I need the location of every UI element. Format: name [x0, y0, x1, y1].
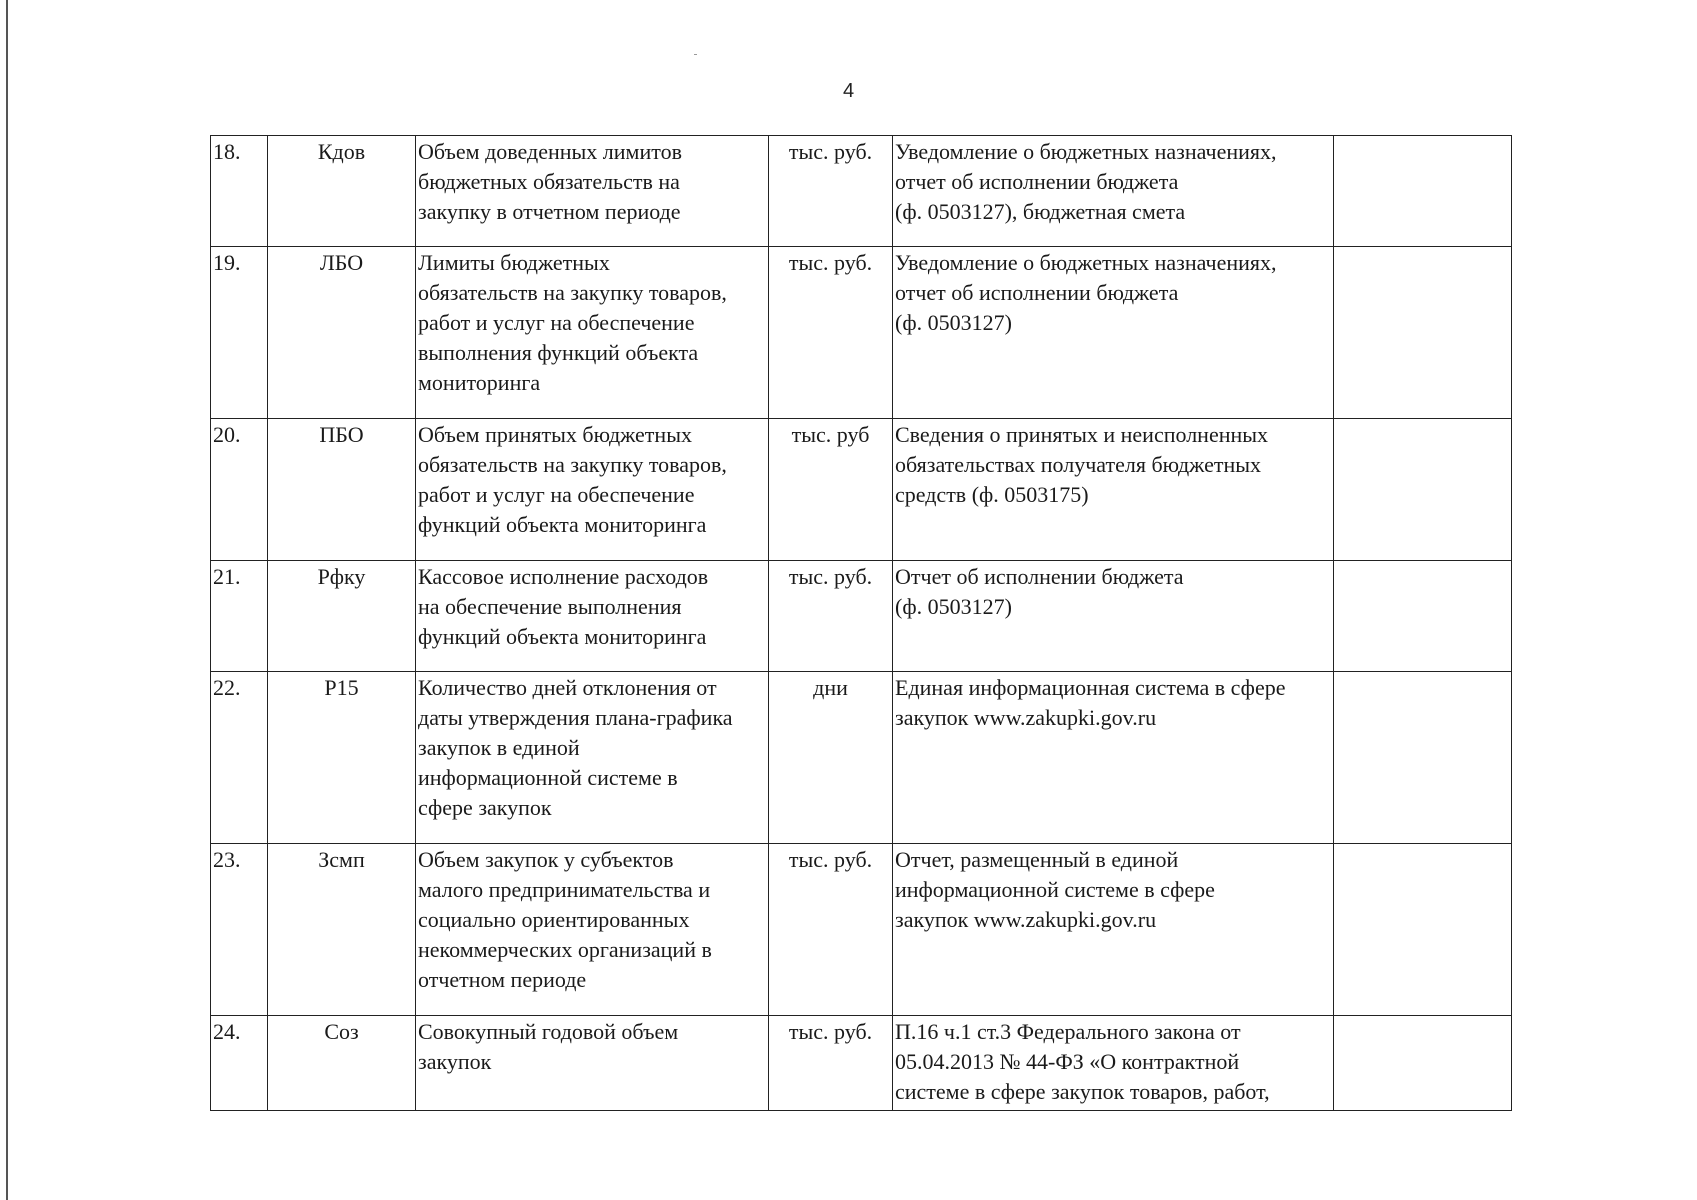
data-source-cell [893, 561, 1334, 672]
data-source-cell [893, 844, 1334, 1016]
indicator-code-cell: Кдов [268, 136, 416, 247]
description-text: Количество дней отклонения от даты утверждения плана-графика закупок в единой информационной системе в сфере закупок [418, 675, 733, 820]
indicator-description-cell [416, 136, 769, 247]
source-text: Единая информационная система в сфере закупок www.zakupki.gov.ru [895, 675, 1286, 730]
row-number-cell: 20. [211, 419, 268, 561]
table-row [211, 247, 1512, 419]
table-row [211, 1016, 1512, 1111]
data-source-cell [893, 1016, 1334, 1111]
description-text: Совокупный годовой объем закупок [418, 1019, 679, 1074]
indicator-description-cell [416, 844, 769, 1016]
table-row [211, 672, 1512, 844]
unit-cell: тыс. руб. [769, 561, 893, 672]
data-source-cell [893, 136, 1334, 247]
empty-cell [1334, 561, 1512, 672]
indicator-code-cell: Рфку [268, 561, 416, 672]
description-text: Объем принятых бюджетных обязательств на закупку товаров, работ и услуг на обеспечение функций объекта мониторинга [418, 422, 727, 537]
empty-cell [1334, 1016, 1512, 1111]
table-row [211, 844, 1512, 1016]
description-text: Объем доведенных лимитов бюджетных обязательств на закупку в отчетном периоде [418, 139, 682, 224]
empty-cell [1334, 136, 1512, 247]
row-number-cell: 22. [211, 672, 268, 844]
indicator-code-cell: ЛБО [268, 247, 416, 419]
empty-cell [1334, 247, 1512, 419]
row-number-cell: 24. [211, 1016, 268, 1111]
indicator-description-cell [416, 1016, 769, 1111]
source-text: Отчет об исполнении бюджета (ф. 0503127) [895, 564, 1184, 619]
table-row [211, 561, 1512, 672]
data-source-cell [893, 672, 1334, 844]
row-number-cell: 18. [211, 136, 268, 247]
page-number: 4 [842, 80, 855, 102]
indicator-code-cell: Зсмп [268, 844, 416, 1016]
description-text: Кассовое исполнение расходов на обеспечение выполнения функций объекта мониторинга [418, 564, 709, 649]
source-text: Сведения о принятых и неисполненных обязательствах получателя бюджетных средств (ф. 0503175) [895, 422, 1269, 507]
source-text: Отчет, размещенный в единой информационной системе в сфере закупок www.zakupki.gov.ru [895, 847, 1215, 932]
source-text: Уведомление о бюджетных назначениях, отчет об исполнении бюджета (ф. 0503127), бюджетная смета [895, 139, 1277, 224]
unit-cell: тыс. руб. [769, 247, 893, 419]
indicator-description-cell [416, 561, 769, 672]
indicator-description-cell [416, 247, 769, 419]
source-text: П.16 ч.1 ст.3 Федерального закона от 05.04.2013 № 44-ФЗ «О контрактной системе в сфере закупок товаров, работ, [895, 1019, 1270, 1104]
table-row [211, 419, 1512, 561]
empty-cell [1334, 672, 1512, 844]
row-number-cell: 19. [211, 247, 268, 419]
unit-cell: тыс. руб. [769, 1016, 893, 1111]
page-left-edge-rule [6, 0, 8, 1200]
unit-cell: тыс. руб. [769, 136, 893, 247]
source-text: Уведомление о бюджетных назначениях, отчет об исполнении бюджета (ф. 0503127) [895, 250, 1277, 335]
indicator-description-cell [416, 419, 769, 561]
table-row [211, 136, 1512, 247]
scan-speck [694, 54, 697, 55]
data-source-cell [893, 247, 1334, 419]
indicator-code-cell: Соз [268, 1016, 416, 1111]
description-text: Объем закупок у субъектов малого предпринимательства и социально ориентированных некоммерческих организаций в отчетном периоде [418, 847, 712, 992]
unit-cell: тыс. руб [769, 419, 893, 561]
indicator-code-cell: Р15 [268, 672, 416, 844]
data-source-cell [893, 419, 1334, 561]
empty-cell [1334, 844, 1512, 1016]
row-number-cell: 21. [211, 561, 268, 672]
row-number-cell: 23. [211, 844, 268, 1016]
indicators-table [210, 135, 1512, 1111]
description-text: Лимиты бюджетных обязательств на закупку товаров, работ и услуг на обеспечение выполнения функций объекта мониторинга [418, 250, 727, 395]
indicator-code-cell: ПБО [268, 419, 416, 561]
unit-cell: тыс. руб. [769, 844, 893, 1016]
unit-cell: дни [769, 672, 893, 844]
indicator-description-cell [416, 672, 769, 844]
empty-cell [1334, 419, 1512, 561]
